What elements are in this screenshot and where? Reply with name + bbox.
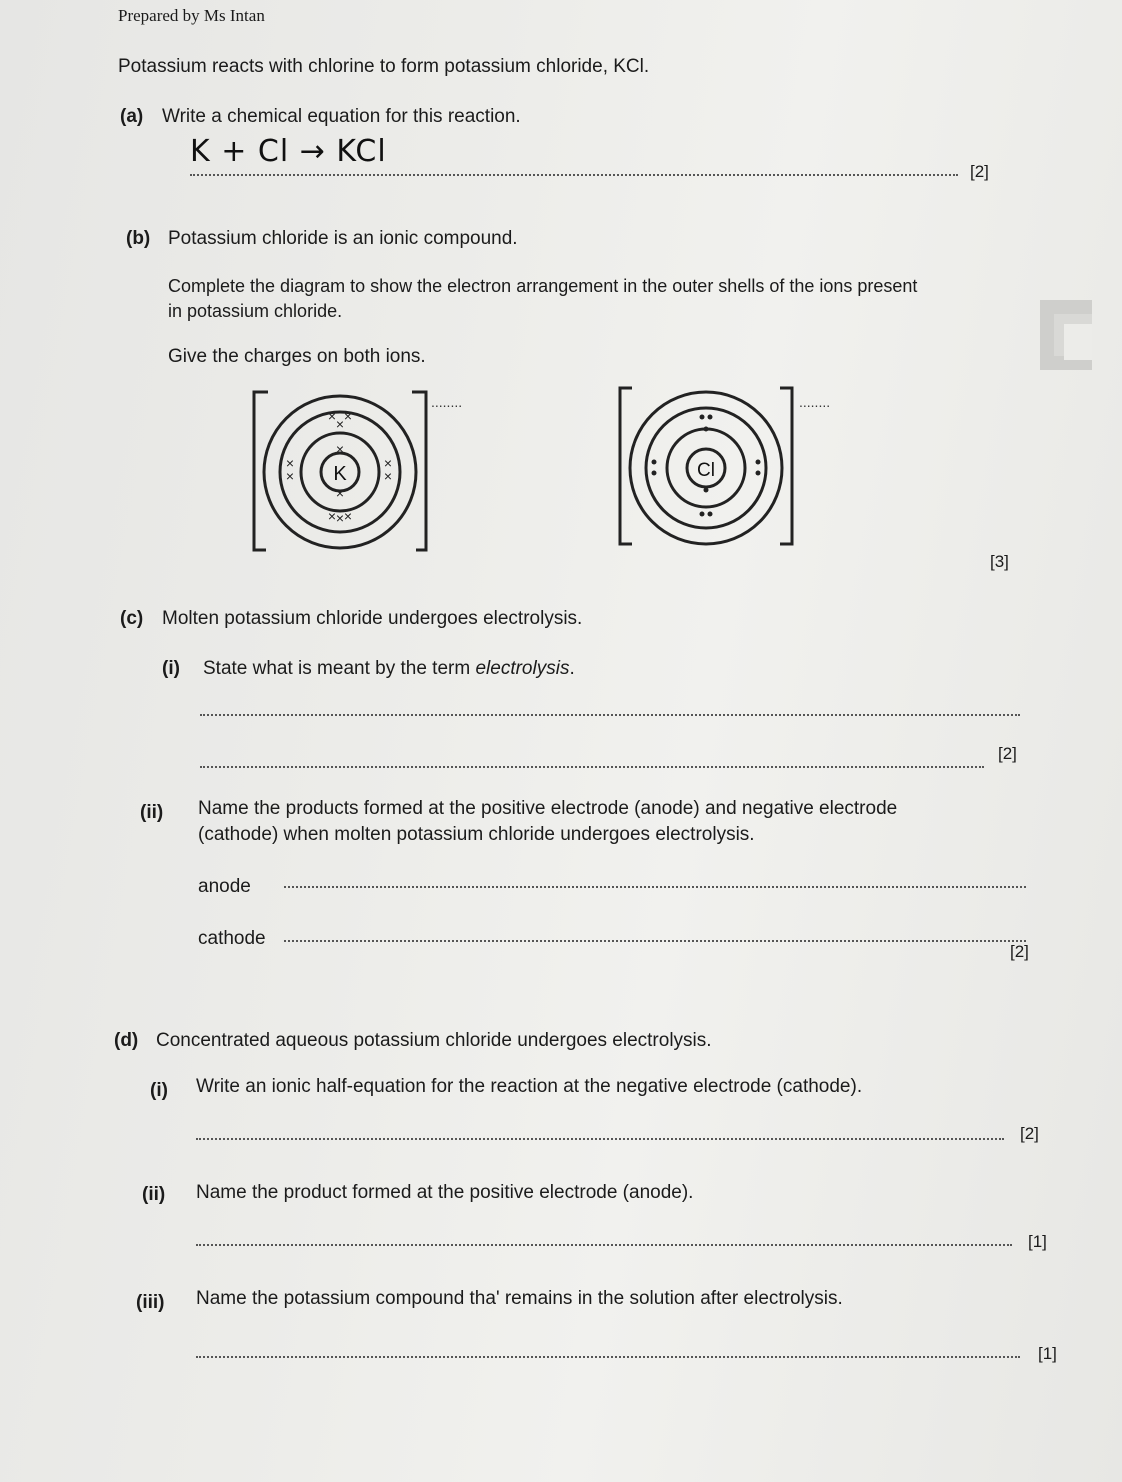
- part-d-question: Concentrated aqueous potassium chloride undergoes electrolysis.: [156, 1030, 712, 1051]
- svg-text:×: ×: [343, 508, 353, 524]
- part-d-iii-label: (iii): [136, 1292, 165, 1313]
- part-d-i-marks: [2]: [1020, 1124, 1039, 1143]
- chlorine-symbol: Cl: [697, 460, 715, 481]
- svg-text:×: ×: [285, 468, 295, 484]
- svg-text:×: ×: [335, 510, 345, 526]
- part-b-instruction-1: Complete the diagram to show the electron arrangement in the outer shells of the ions present: [168, 276, 918, 296]
- part-d-iii-question: Name the potassium compound tha' remains in the solution after electrolysis.: [196, 1288, 843, 1309]
- part-d-iii-answer-line[interactable]: [196, 1356, 1020, 1358]
- chloride-charge-blank: ........: [799, 394, 831, 410]
- anode-answer-line[interactable]: [284, 886, 1026, 888]
- svg-text:×: ×: [343, 408, 353, 424]
- part-c-i-label: (i): [162, 658, 180, 679]
- svg-text:×: ×: [383, 455, 393, 471]
- cathode-label: cathode: [198, 928, 266, 949]
- potassium-symbol: K: [333, 463, 347, 485]
- part-d-ii-marks: [1]: [1028, 1232, 1047, 1251]
- cathode-answer-line[interactable]: [284, 940, 1026, 942]
- part-a-marks: [2]: [970, 162, 989, 181]
- part-c-question: Molten potassium chloride undergoes electrolysis.: [162, 608, 583, 629]
- svg-text:×: ×: [285, 455, 295, 471]
- intro-text: Potassium reacts with chlorine to form potassium chloride, KCl.: [118, 56, 650, 77]
- part-d-i-answer-line[interactable]: [196, 1138, 1004, 1140]
- part-c-label: (c): [120, 608, 144, 629]
- svg-text:×: ×: [335, 416, 345, 432]
- part-b-instruction-3: Give the charges on both ions.: [168, 346, 426, 367]
- part-b-question: Potassium chloride is an ionic compound.: [168, 228, 518, 249]
- part-c-i-answer-line-1[interactable]: [200, 714, 1020, 716]
- svg-text:×: ×: [327, 508, 337, 524]
- svg-text:×: ×: [327, 408, 337, 424]
- part-b-marks: [3]: [990, 552, 1009, 571]
- part-a-question: Write a chemical equation for this reaction.: [162, 106, 521, 127]
- part-c-i-answer-line-2[interactable]: [200, 766, 984, 768]
- part-d-ii-question: Name the product formed at the positive electrode (anode).: [196, 1182, 694, 1203]
- svg-text:×: ×: [383, 468, 393, 484]
- part-c-ii-marks: [2]: [1010, 942, 1029, 961]
- part-b-instruction-2: in potassium chloride.: [168, 301, 343, 321]
- part-a-answer-line[interactable]: [190, 174, 958, 176]
- svg-text:×: ×: [335, 485, 345, 501]
- part-a-label: (a): [120, 106, 144, 127]
- background-letter-c-mark: [1040, 300, 1092, 370]
- part-d-i-label: (i): [150, 1080, 168, 1101]
- part-c-ii-label: (ii): [140, 802, 164, 823]
- chloride-ion-diagram: [606, 380, 866, 560]
- part-b-label: (b): [126, 228, 151, 249]
- svg-text:×: ×: [335, 441, 345, 457]
- part-c-i-marks: [2]: [998, 744, 1017, 763]
- part-d-label: (d): [114, 1030, 139, 1051]
- potassium-charge-blank: ........: [431, 394, 463, 410]
- part-c-ii-question-2: (cathode) when molten potassium chloride undergoes electrolysis.: [198, 824, 755, 845]
- anode-label: anode: [198, 876, 251, 897]
- part-c-ii-question-1: Name the products formed at the positive electrode (anode) and negative electrode: [198, 798, 898, 819]
- prepared-by: Prepared by Ms Intan: [118, 6, 265, 25]
- part-d-iii-marks: [1]: [1038, 1344, 1057, 1363]
- part-c-i-question: State what is meant by the term electrolysis.: [203, 658, 575, 679]
- part-d-ii-label: (ii): [142, 1184, 166, 1205]
- potassium-ion-diagram: [240, 380, 500, 560]
- part-d-i-question: Write an ionic half-equation for the reaction at the negative electrode (cathode).: [196, 1076, 863, 1097]
- part-d-ii-answer-line[interactable]: [196, 1244, 1012, 1246]
- part-a-handwritten-answer: K + Cl → KCl: [190, 134, 387, 169]
